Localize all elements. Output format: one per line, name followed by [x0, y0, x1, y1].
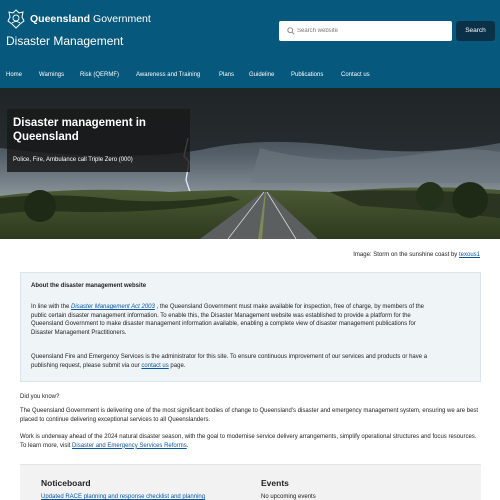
events-title: Events: [261, 478, 289, 488]
hero-title: Disaster management in Queensland: [13, 117, 146, 143]
noticeboard-item[interactable]: Updated RACE planning and response checklist and planning: [41, 494, 206, 500]
photographer-link[interactable]: texous1: [458, 252, 480, 258]
search-input[interactable]: [297, 22, 447, 40]
did-you-know-label: Did you know?: [20, 394, 60, 400]
queensland-crest-icon: [6, 9, 26, 29]
events-empty-message: No upcoming events: [261, 494, 316, 500]
nav-item-guideline[interactable]: Guideline: [249, 72, 275, 78]
contact-us-link[interactable]: contact us: [141, 362, 169, 369]
nav-item-contact-us[interactable]: Contact us: [341, 72, 370, 78]
government-brand[interactable]: [6, 9, 151, 29]
about-paragraph-1: In line with the Disaster Management Act 2003 , the Queensland Government must make available for inspection, free of charge, by members of the public certain disaster management information. To enable this, the Disaster Management website was established to provide a platform for the Queensland Government to make disaster management information available, enabling a complete view of disaster management publications for Disaster Management Practitioners.: [31, 304, 424, 337]
noticeboard-title: Noticeboard: [41, 478, 91, 488]
reform-paragraph: The Queensland Government is delivering one of the most significant bodies of change to Queensland's disaster and emergency management system, ensuring we are best placed to continue delivering exceptional services to all Queenslanders.: [20, 408, 479, 423]
search-button[interactable]: Search: [456, 21, 495, 41]
nav-item-home[interactable]: Home: [6, 72, 23, 78]
nav-item-publications[interactable]: Publications: [291, 72, 324, 78]
reforms-link[interactable]: Disaster and Emergency Services Reforms: [72, 442, 187, 449]
government-name: Queensland Government: [30, 13, 151, 25]
main-navigation: [0, 63, 500, 88]
image-caption: Image: Storm on the sunshine coast by texous1: [353, 252, 480, 258]
about-heading: About the disaster management website: [31, 283, 147, 289]
hero-emergency-subtitle: Police, Fire, Ambulance call Triple Zero (000): [13, 157, 133, 163]
nav-item-plans[interactable]: Plans: [219, 72, 235, 78]
nav-item-awareness-training[interactable]: Awareness and Training: [136, 72, 201, 78]
about-paragraph-2: Queensland Fire and Emergency Services is the administrator for this site. To ensure continuous improvement of our services and products or have a publishing request, please submit via our contact us page.: [31, 354, 428, 369]
site-title[interactable]: Disaster Management: [6, 34, 124, 48]
disaster-management-act-link[interactable]: Disaster Management Act 2003: [71, 304, 155, 310]
search-icon: [287, 27, 295, 35]
nav-item-warnings[interactable]: Warnings: [39, 72, 65, 78]
reform-paragraph-2: Work is underway ahead of the 2024 natural disaster season, with the goal to modernise service delivery arrangements, simplify operational structures and focus resources. To learn more, visit Disaster and Emergency Services Reforms.: [20, 434, 477, 449]
nav-item-risk[interactable]: Risk (QERMF): [80, 72, 119, 78]
